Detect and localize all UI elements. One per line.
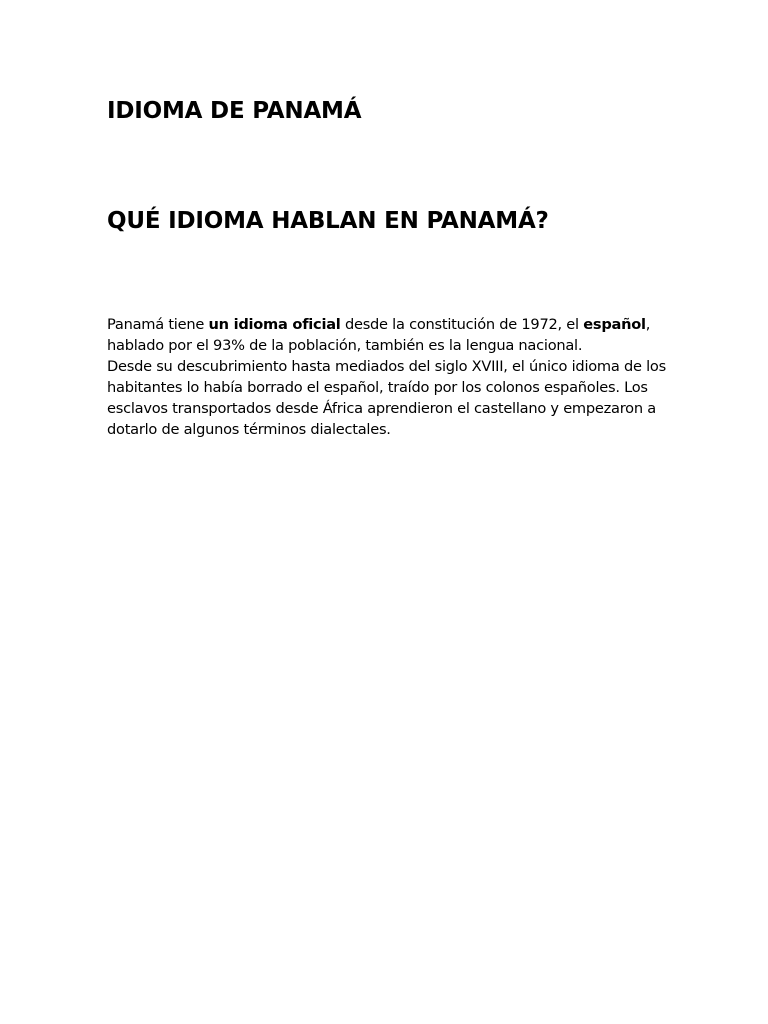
bold-word-spanish: español	[583, 316, 646, 333]
paragraph-2: Desde su descubrimiento hasta mediados del siglo XVIII, el único idioma de los habitantes lo había borrado el español, traído por los colonos españoles. Los esclavos transportados desde África aprendieron el castellano y empezaron a dotarlo de algunos términos dialectales.	[107, 358, 666, 438]
paragraph-1-text-b: desde la constitución de 1972, el	[340, 316, 584, 333]
paragraph-1-text-a: Panamá tiene	[107, 316, 209, 333]
section-heading: QUÉ IDIOMA HABLAN EN PANAMÁ?	[107, 208, 549, 234]
page-title: IDIOMA DE PANAMÁ	[107, 98, 362, 124]
paragraph-1	[107, 314, 667, 356]
bold-phrase-official-language: un idioma oficial	[208, 316, 341, 333]
body-text	[107, 314, 667, 440]
paragraph-1-text-c: , hablado por el 93% de la población, también es la lengua nacional.	[107, 316, 651, 354]
